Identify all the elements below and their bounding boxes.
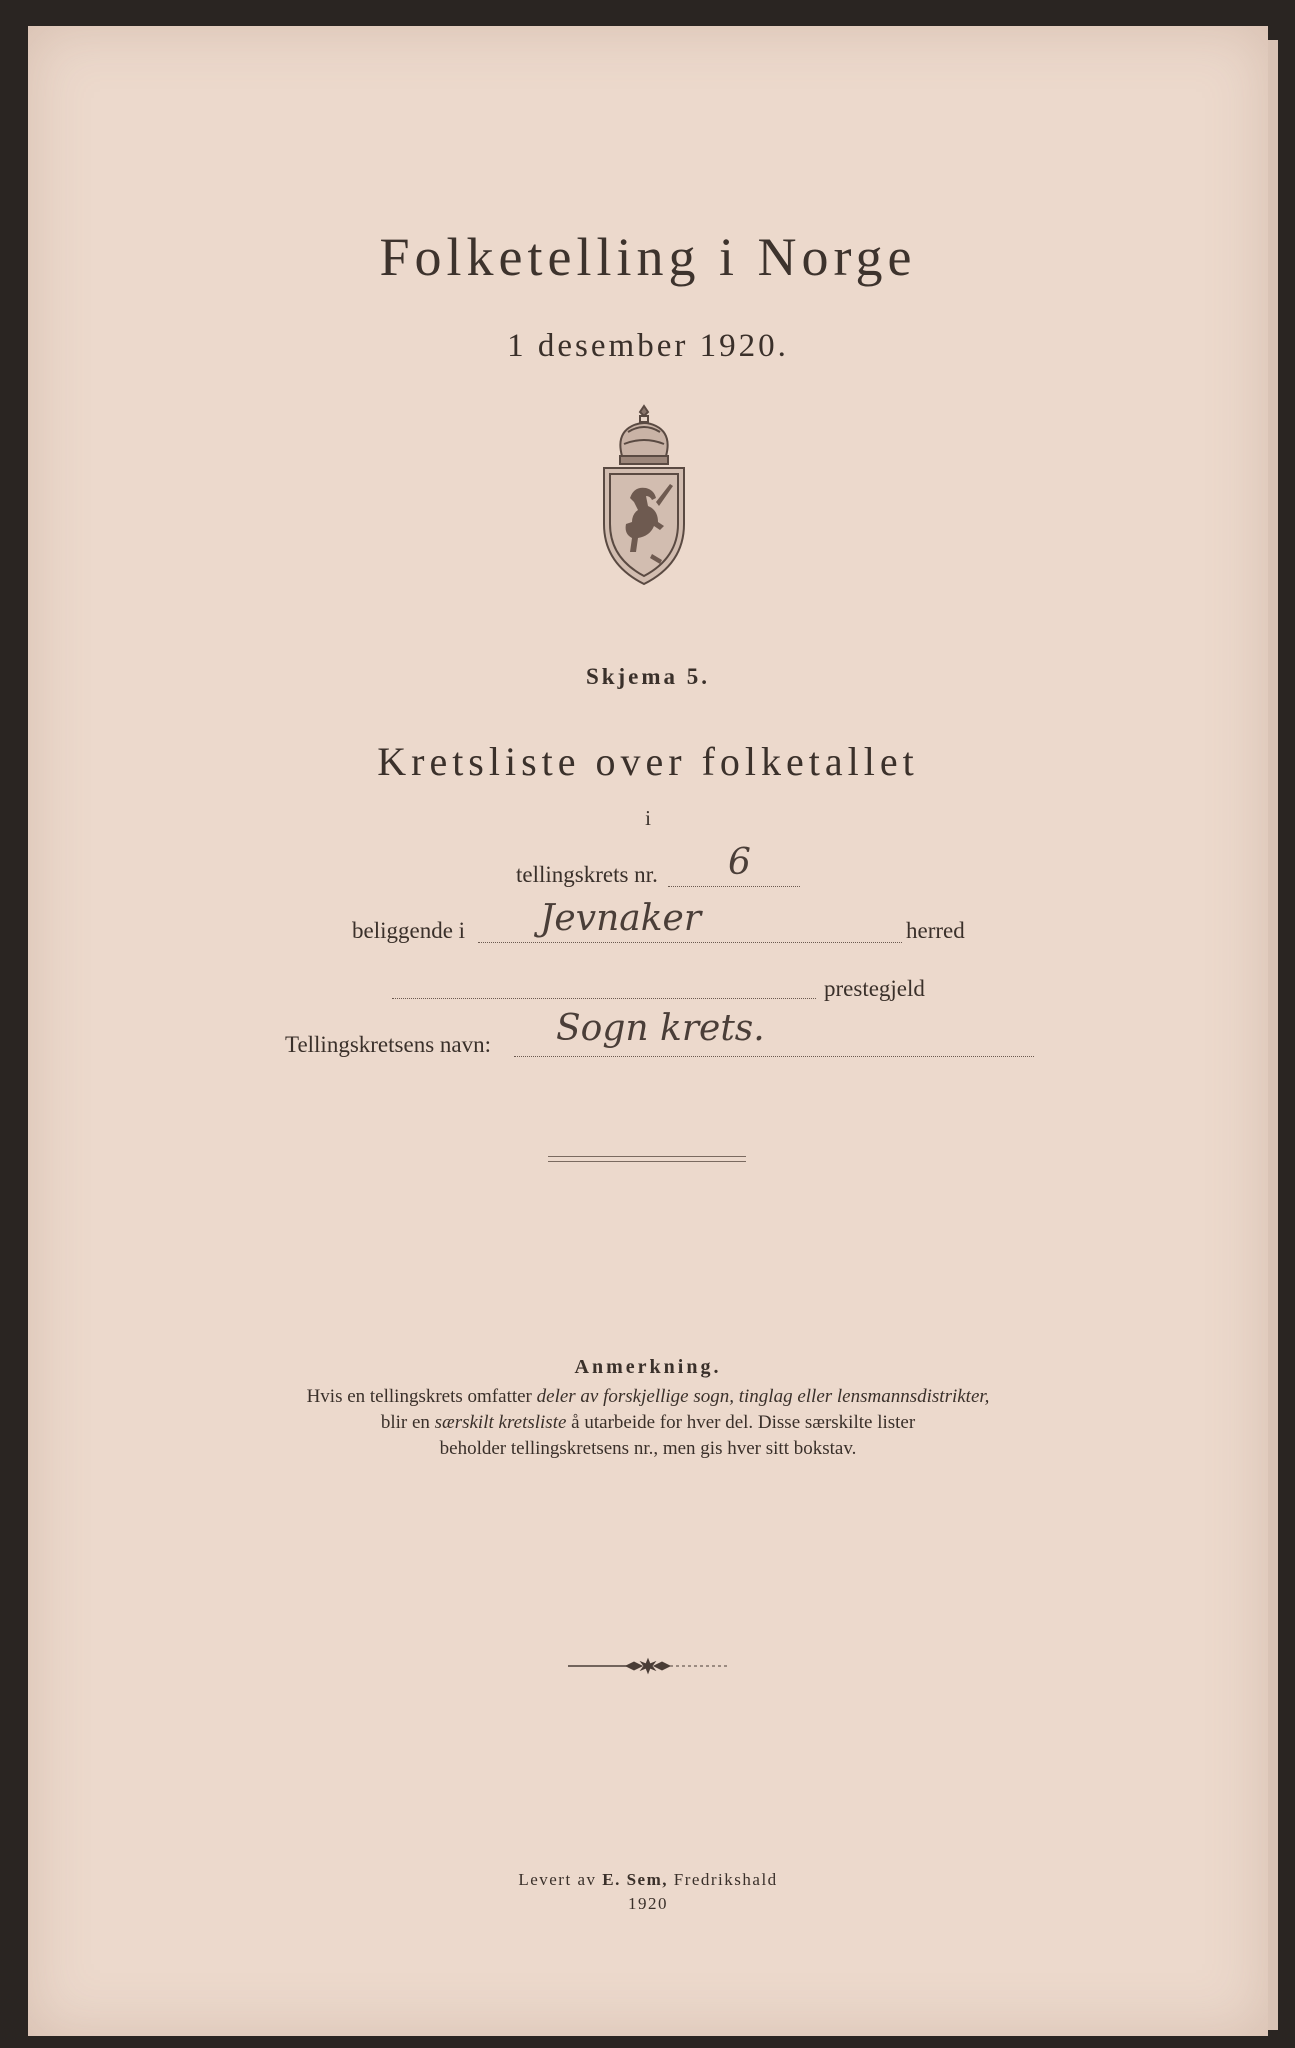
beliggende-label: beliggende i bbox=[352, 918, 466, 943]
ornament-divider-icon bbox=[568, 1656, 728, 1676]
note-line-1 bbox=[28, 1386, 1268, 1408]
krets-name-field[interactable] bbox=[514, 1056, 1034, 1057]
herred-field[interactable] bbox=[478, 942, 902, 943]
printer-line bbox=[28, 1870, 1268, 1890]
herred-label: herred bbox=[906, 918, 965, 943]
document-page bbox=[28, 26, 1268, 2036]
connector-word: i bbox=[645, 806, 651, 830]
note-line-1-text: Hvis en tellingskrets omfatter bbox=[306, 1386, 537, 1407]
note-line-1-emphasis: deler av forskjellige sogn, tinglag eller lensmannsdistrikter, bbox=[536, 1386, 990, 1407]
krets-name-value: Sogn krets. bbox=[556, 1008, 765, 1049]
printer-place: Fredrikshald bbox=[667, 1870, 778, 1889]
schema-number: Skjema 5. bbox=[585, 664, 711, 689]
note-line-3: beholder tellingskretsens nr., men gis hver sitt bokstav. bbox=[439, 1438, 857, 1459]
printer-year: 1920 bbox=[628, 1894, 668, 1913]
note-line-2-text-b: å utarbeide for hver del. Disse særskilte lister bbox=[566, 1412, 916, 1433]
printer-name: E. Sem, bbox=[602, 1870, 668, 1889]
krets-name-label: Tellingskretsens navn: bbox=[285, 1032, 491, 1057]
census-date: 1 desember 1920. bbox=[507, 328, 789, 364]
note-line-2-text-a: blir en bbox=[380, 1412, 435, 1433]
prestegjeld-label: prestegjeld bbox=[824, 976, 925, 1001]
note-line-2-emphasis: særskilt kretsliste bbox=[434, 1412, 567, 1433]
page-title: Folketelling i Norge bbox=[379, 227, 917, 287]
krets-number-field[interactable] bbox=[668, 886, 800, 887]
page-edge bbox=[1268, 40, 1278, 2030]
krets-number-label: tellingskrets nr. bbox=[516, 862, 658, 887]
note-title: Anmerkning. bbox=[574, 1356, 722, 1378]
prestegjeld-field[interactable] bbox=[392, 998, 816, 999]
printer-prefix: Levert av bbox=[518, 1870, 603, 1889]
form-subtitle: Kretsliste over folketallet bbox=[377, 739, 919, 784]
note-line-2 bbox=[28, 1412, 1268, 1434]
krets-number-value: 6 bbox=[728, 842, 751, 883]
divider-rule bbox=[548, 1156, 746, 1162]
herred-value: Jevnaker bbox=[540, 898, 702, 939]
norwegian-coat-of-arms-icon bbox=[594, 402, 694, 598]
